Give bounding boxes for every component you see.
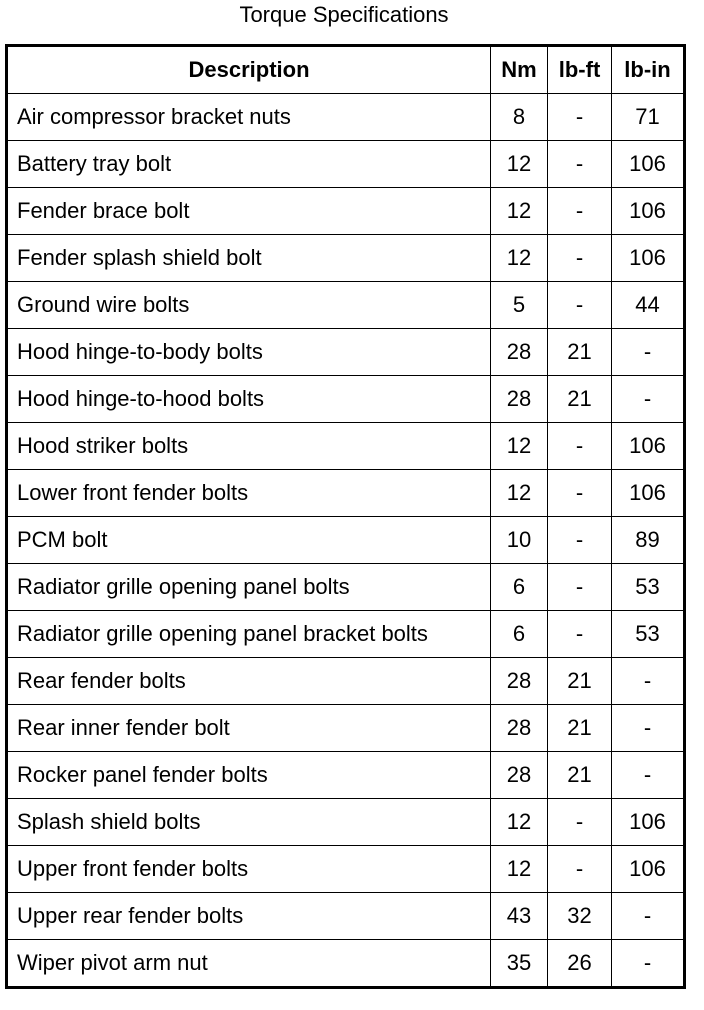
cell-lbin: 106 [612,235,685,282]
cell-lbin: 53 [612,611,685,658]
table-row [7,564,685,611]
table-row [7,94,685,141]
cell-description: Hood hinge-to-body bolts [7,329,491,376]
cell-lbft: - [548,235,612,282]
cell-lbft: - [548,611,612,658]
cell-lbin: 106 [612,846,685,893]
cell-nm: 12 [491,235,548,282]
table-row [7,893,685,940]
cell-description: Rear fender bolts [7,658,491,705]
cell-lbin: 89 [612,517,685,564]
cell-nm: 28 [491,752,548,799]
cell-nm: 8 [491,94,548,141]
cell-nm: 5 [491,282,548,329]
table-row [7,329,685,376]
header-lbft: lb-ft [548,46,612,94]
table-row [7,517,685,564]
table-row [7,376,685,423]
cell-description: Upper front fender bolts [7,846,491,893]
table-header-row [7,46,685,94]
cell-lbft: 26 [548,940,612,988]
cell-description: Splash shield bolts [7,799,491,846]
cell-description: Air compressor bracket nuts [7,94,491,141]
cell-lbft: - [548,141,612,188]
cell-lbin: - [612,893,685,940]
cell-lbin: 106 [612,188,685,235]
cell-description: Radiator grille opening panel bracket bolts [7,611,491,658]
page-title: Torque Specifications [239,2,449,27]
cell-lbft: - [548,846,612,893]
cell-nm: 12 [491,141,548,188]
cell-nm: 10 [491,517,548,564]
header-nm: Nm [491,46,548,94]
cell-lbft: - [548,423,612,470]
table-row [7,235,685,282]
cell-nm: 43 [491,893,548,940]
table-row [7,611,685,658]
cell-description: Hood striker bolts [7,423,491,470]
cell-nm: 12 [491,423,548,470]
table-row [7,658,685,705]
cell-lbin: 44 [612,282,685,329]
cell-lbin: - [612,705,685,752]
cell-lbin: - [612,752,685,799]
table-row [7,141,685,188]
cell-nm: 28 [491,658,548,705]
cell-description: Rocker panel fender bolts [7,752,491,799]
table-row [7,846,685,893]
cell-lbft: 21 [548,752,612,799]
cell-description: Lower front fender bolts [7,470,491,517]
cell-description: Rear inner fender bolt [7,705,491,752]
cell-lbin: 53 [612,564,685,611]
table-row [7,940,685,988]
cell-lbft: - [548,517,612,564]
cell-lbft: - [548,94,612,141]
cell-nm: 6 [491,611,548,658]
cell-lbft: - [548,282,612,329]
table-row [7,423,685,470]
cell-nm: 12 [491,188,548,235]
cell-lbin: - [612,940,685,988]
cell-nm: 12 [491,799,548,846]
cell-description: Battery tray bolt [7,141,491,188]
cell-lbft: - [548,188,612,235]
cell-lbin: - [612,658,685,705]
table-body [7,94,685,988]
cell-description: PCM bolt [7,517,491,564]
cell-lbft: - [548,799,612,846]
cell-lbin: 71 [612,94,685,141]
table-row [7,470,685,517]
cell-nm: 12 [491,470,548,517]
cell-nm: 28 [491,705,548,752]
cell-nm: 28 [491,376,548,423]
cell-description: Ground wire bolts [7,282,491,329]
cell-lbin: 106 [612,423,685,470]
cell-description: Radiator grille opening panel bolts [7,564,491,611]
cell-description: Fender splash shield bolt [7,235,491,282]
cell-nm: 35 [491,940,548,988]
header-lbin: lb-in [612,46,685,94]
table-row [7,752,685,799]
cell-lbin: - [612,329,685,376]
cell-nm: 28 [491,329,548,376]
cell-lbin: 106 [612,799,685,846]
cell-nm: 6 [491,564,548,611]
cell-lbft: 21 [548,329,612,376]
cell-lbft: 21 [548,658,612,705]
cell-lbin: 106 [612,470,685,517]
cell-nm: 12 [491,846,548,893]
cell-lbft: 32 [548,893,612,940]
cell-description: Hood hinge-to-hood bolts [7,376,491,423]
torque-spec-table [5,44,686,989]
cell-lbft: 21 [548,705,612,752]
cell-lbft: - [548,470,612,517]
table-row [7,799,685,846]
cell-description: Upper rear fender bolts [7,893,491,940]
table-row [7,188,685,235]
header-description: Description [7,46,491,94]
cell-lbin: - [612,376,685,423]
cell-description: Wiper pivot arm nut [7,940,491,988]
cell-lbft: - [548,564,612,611]
cell-lbin: 106 [612,141,685,188]
table-row [7,282,685,329]
cell-lbft: 21 [548,376,612,423]
cell-description: Fender brace bolt [7,188,491,235]
table-row [7,705,685,752]
